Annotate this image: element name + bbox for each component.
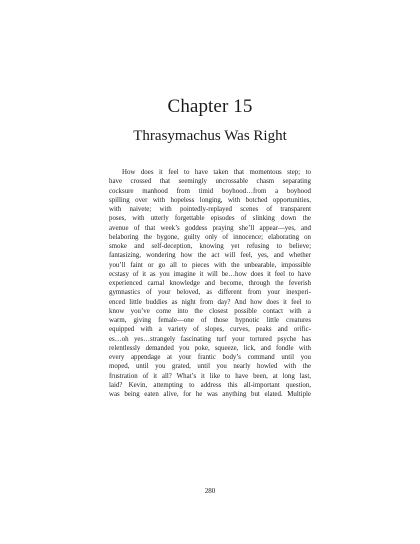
body-line: was being eaten alive, for he was anything but elated. Multiple [109,391,311,398]
body-line: every appendage at your frantic body’s command until you [109,354,311,361]
body-line: frustration of it all? What’s it like to have been, at long last, [109,372,311,380]
body-line: enced little buddies as night from day? And how does it feel to [109,298,311,306]
body-line: have crossed that seemingly uncrossable chasm separating [109,178,311,186]
body-line: relentlessly demanded you poke, squeeze, lick, and fondle with [109,344,311,352]
chapter-number-heading: Chapter 15 [167,96,253,117]
body-line: poses, with utterly forgettable episodes of slinking down the [109,215,311,223]
body-line: moped, until you grated, until you nearly howled with the [109,363,311,371]
body-line: fantasizing, wondering how the act will feel, yes, and whether [109,252,311,260]
body-line: warm, giving female—one of those hypnotic little creatures [109,317,311,324]
body-line: laid? Kevin, attempting to address this all-important question, [109,381,311,389]
body-line: belaboring the bygone, guilty only of innocence; elaborating on [109,233,311,241]
body-line: cocksure manhood from timid boyhood…from a boyhood [109,187,311,195]
body-line: equipped with a variety of slopes, curves, peaks and orific- [109,326,311,334]
body-line: know you’ve come into the closest possible contact with a [109,307,311,315]
body-line: you’ll faint or go all to pieces with the unbearable, impossible [109,261,311,269]
chapter-body-text [109,168,311,399]
body-line: avenue of that week’s goddess praying she’ll appear—yes, and [109,224,311,232]
page-number: 280 [204,487,216,495]
body-line: es…oh yes…strangely fascinating turf your tortured psyche has [109,335,311,343]
body-line: smoke and self-deception, knowing yet refusing to believe; [109,243,311,250]
body-line: ecstasy of it as you imagine it will be…how does it feel to have [109,270,311,278]
body-line: How does it feel to have taken that momentous step; to [122,169,311,176]
body-line: gymnastics of your beloved, as different from your inexperi- [109,289,311,297]
body-line: spilling over with hopeless longing, with botched opportunities, [109,196,311,204]
body-line: experienced carnal knowledge and become, through the feverish [109,280,311,287]
body-line: with naivete; with pointedly-replayed scenes of transparent [109,206,311,213]
chapter-title-heading: Thrasymachus Was Right [133,128,287,144]
